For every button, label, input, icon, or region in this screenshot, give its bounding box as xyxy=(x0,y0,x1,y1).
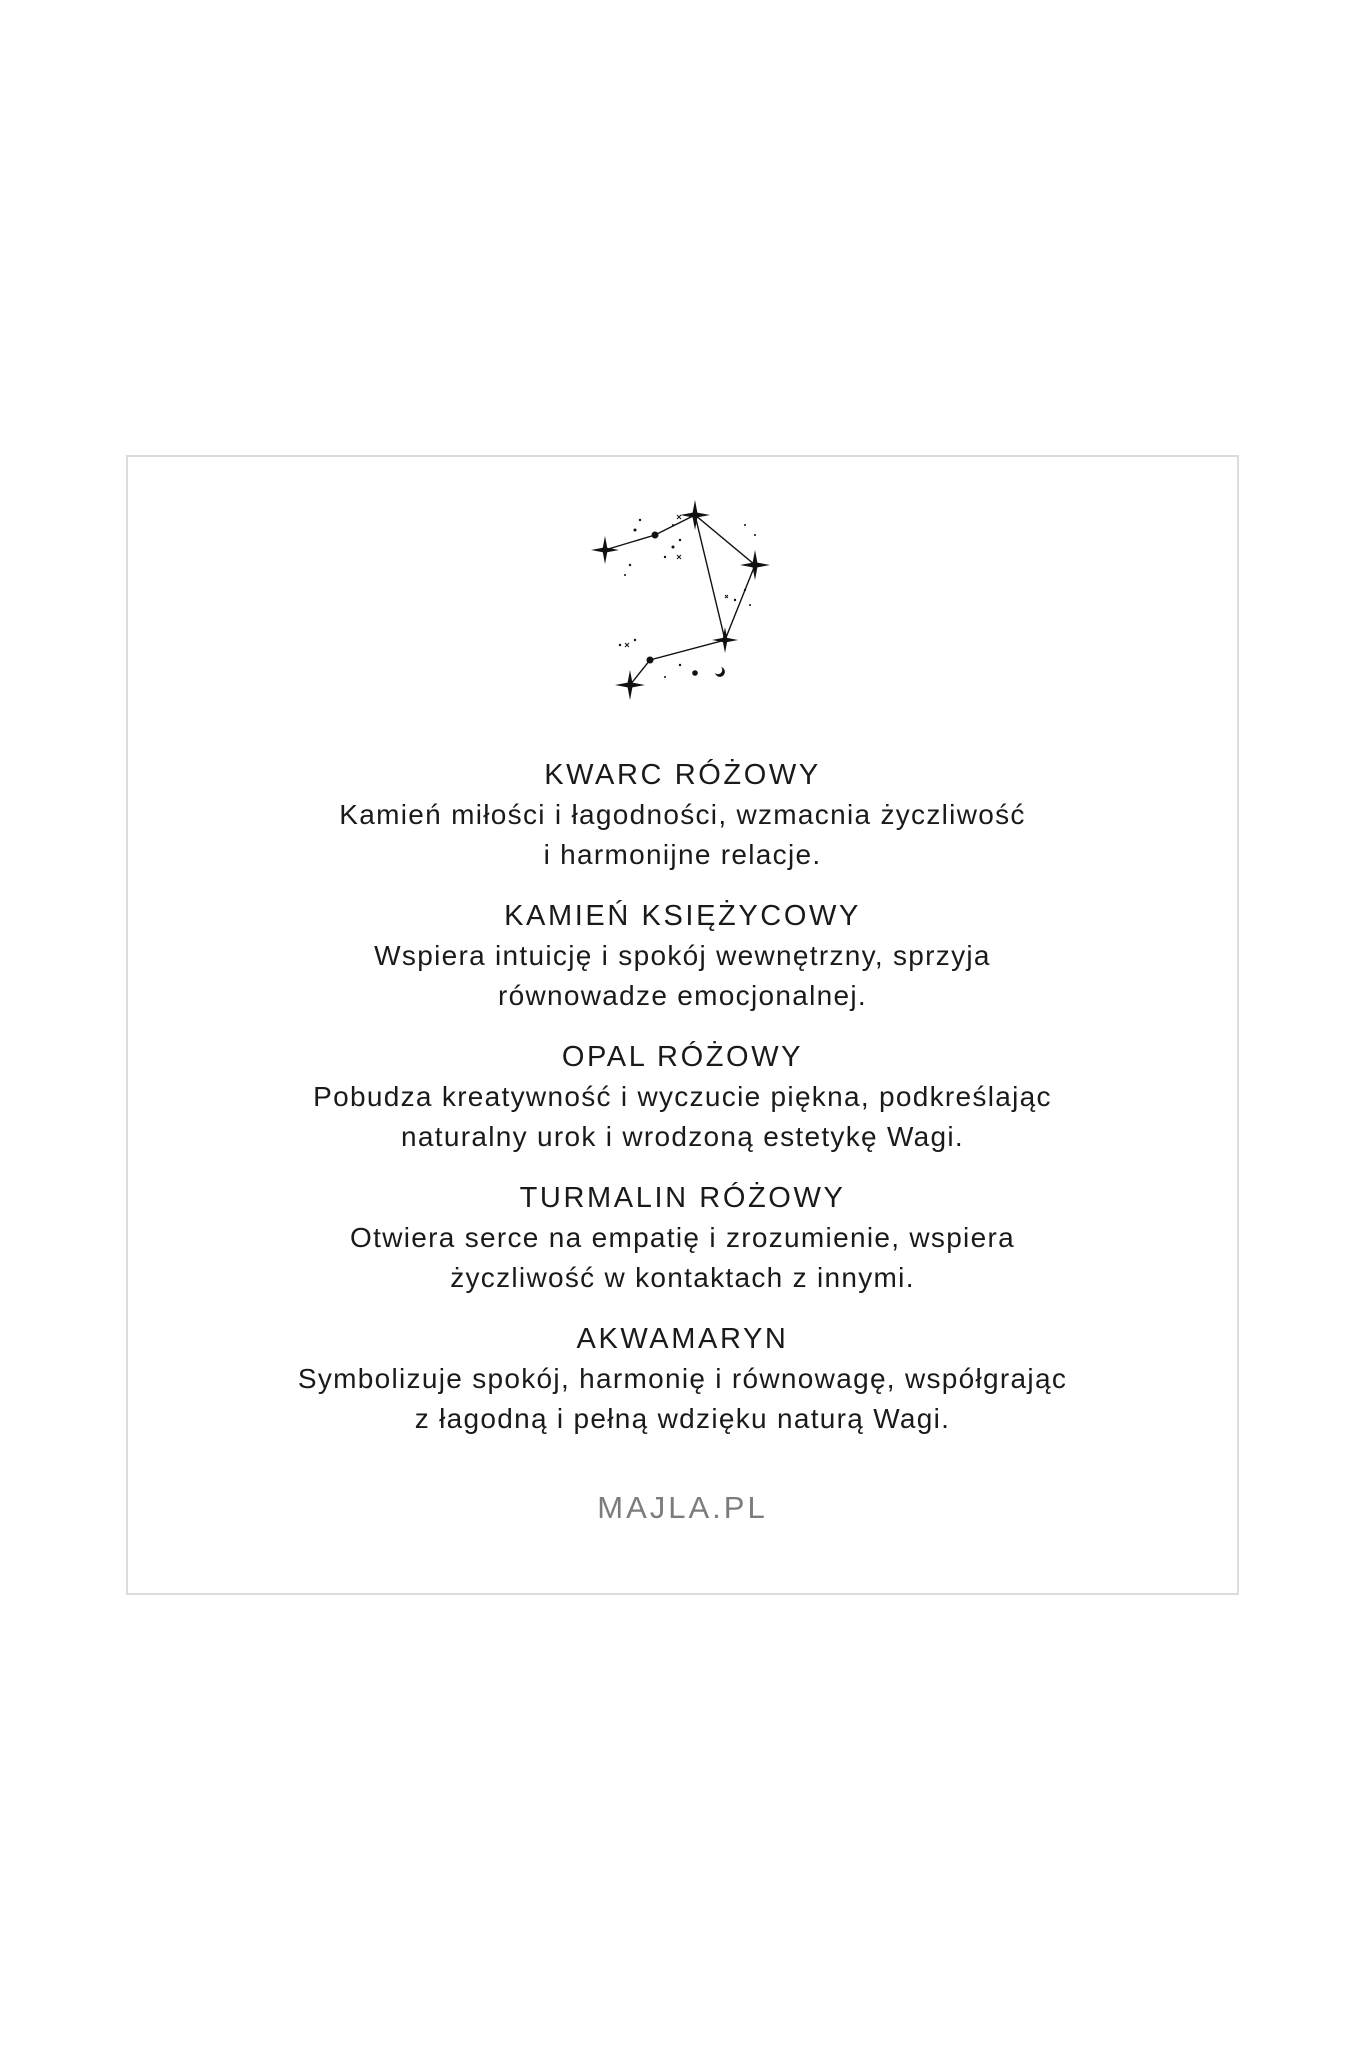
stone-item xyxy=(126,1319,1239,1439)
stones-list xyxy=(126,755,1239,1460)
stone-description xyxy=(126,1359,1239,1439)
libra-constellation-icon xyxy=(585,495,785,715)
stone-description-line: Wspiera intuicję i spokój wewnętrzny, sprzyja xyxy=(374,940,991,971)
stone-description-line: naturalny urok i wrodzoną estetykę Wagi. xyxy=(401,1121,964,1152)
stone-description xyxy=(126,1077,1239,1157)
stone-item xyxy=(126,755,1239,875)
stone-item xyxy=(126,1037,1239,1157)
stone-description-line: z łagodną i pełną wdzięku naturą Wagi. xyxy=(414,1403,951,1434)
stone-description-line: i harmonijne relacje. xyxy=(543,839,822,870)
stone-description xyxy=(126,1218,1239,1298)
stone-description-line: Pobudza kreatywność i wyczucie piękna, podkreślając xyxy=(313,1081,1052,1112)
stone-description xyxy=(126,936,1239,1016)
stone-name: AKWAMARYN xyxy=(576,1323,789,1355)
stone-item xyxy=(126,896,1239,1016)
stone-description xyxy=(126,795,1239,875)
stone-description-line: równowadze emocjonalnej. xyxy=(498,980,867,1011)
stone-description-line: Kamień miłości i łagodności, wzmacnia życzliwość xyxy=(339,799,1026,830)
stone-name: TURMALIN RÓŻOWY xyxy=(519,1182,846,1214)
stone-description-line: życzliwość w kontaktach z innymi. xyxy=(450,1262,915,1293)
stone-name: OPAL RÓŻOWY xyxy=(561,1041,804,1073)
brand-footer: MAJLA.PL xyxy=(597,1490,768,1525)
stone-name: KAMIEŃ KSIĘŻYCOWY xyxy=(504,900,861,932)
stone-item xyxy=(126,1178,1239,1298)
stone-description-line: Otwiera serce na empatię i zrozumienie, wspiera xyxy=(350,1222,1015,1253)
stone-name: KWARC RÓŻOWY xyxy=(544,759,821,791)
stone-description-line: Symbolizuje spokój, harmonię i równowagę, współgrając xyxy=(297,1363,1068,1394)
